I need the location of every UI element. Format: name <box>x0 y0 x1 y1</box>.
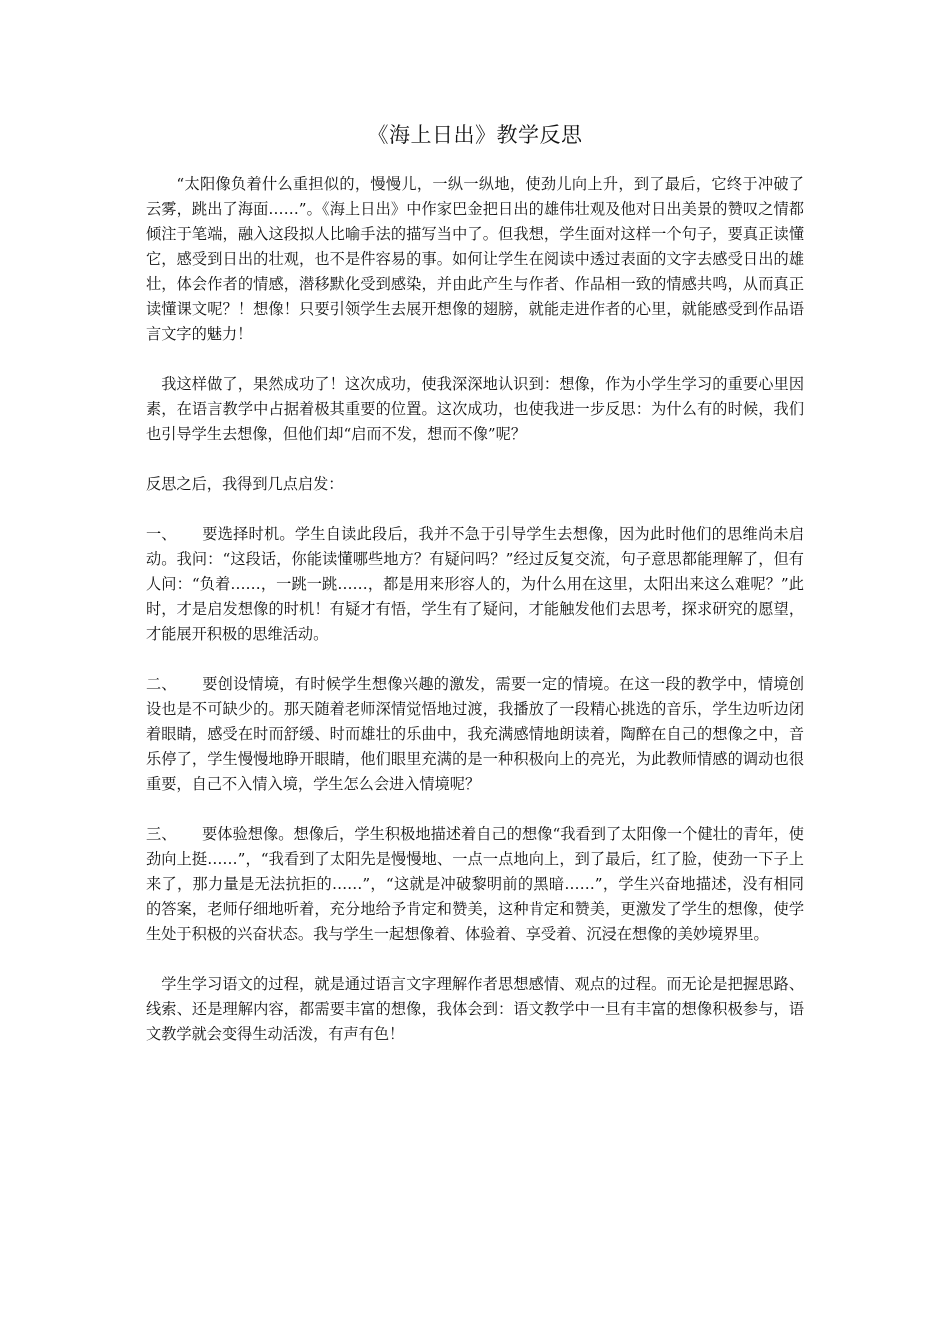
reflection-paragraph: 我这样做了，果然成功了！这次成功，使我深深地认识到：想像，作为小学生学习的重要心里因素，在语言教学中占据着极其重要的位置。这次成功，也使我进一步反思：为什么有的时候，我们也引导学生去想像，但他们却“启而不发，想而不像”呢？ <box>146 375 804 443</box>
point-one-paragraph <box>146 522 804 647</box>
conclusion-paragraph: 学生学习语文的过程，就是通过语言文字理解作者思想感情、观点的过程。而无论是把握思路、线索、还是理解内容，都需要丰富的想像，我体会到：语文教学中一旦有丰富的想像积极参与，语文教学就会变得生动活泼，有声有色！ <box>146 975 804 1043</box>
point-number: 一、 <box>146 525 177 543</box>
point-number: 三、 <box>146 825 177 843</box>
point-number: 二、 <box>146 675 177 693</box>
point-text: 要创设情境，有时候学生想像兴趣的激发，需要一定的情境。在这一段的教学中，情境创设也是不可缺少的。那天随着老师深情觉悟地过渡，我播放了一段精心挑选的音乐，学生边听边闭着眼睛，感受在时而舒缓、时而雄壮的乐曲中，我充满感情地朗读着，陶醉在自己的想像之中，音乐停了，学生慢慢地睁开眼睛，他们眼里充满的是一种积极向上的亮光，为此教师情感的调动也很重要，自己不入情入境，学生怎么会进入情境呢？ <box>146 675 804 793</box>
page-title: 《海上日出》教学反思 <box>367 123 583 147</box>
point-two-paragraph <box>146 672 804 797</box>
point-three-paragraph <box>146 822 804 947</box>
lead-in-paragraph: 反思之后，我得到几点启发： <box>146 475 344 493</box>
point-text: 要选择时机。学生自读此段后，我并不急于引导学生去想像，因为此时他们的思维尚未启动。我问：“这段话，你能读懂哪些地方？有疑问吗？”经过反复交流，句子意思都能理解了，但有人问：“负着……，一跳一跳……，都是用来形容人的，为什么用在这里，太阳出来这么难呢？”此时，才是启发想像的时机！有疑才有悟，学生有了疑问，才能触发他们去思考，探求研究的愿望，才能展开积极的思维活动。 <box>146 525 804 643</box>
point-text: 要体验想像。想像后，学生积极地描述着自己的想像“我看到了太阳像一个健壮的青年，使劲向上挺……”，“我看到了太阳先是慢慢地、一点一点地向上，到了最后，红了脸，使劲一下子上来了，那力量是无法抗拒的……”，“这就是冲破黎明前的黑暗……”，学生兴奋地描述，没有相同的答案，老师仔细地听着，充分地给予肯定和赞美，这种肯定和赞美，更激发了学生的想像，使学生处于积极的兴奋状态。我与学生一起想像着、体验着、享受着、沉浸在想像的美妙境界里。 <box>146 825 804 943</box>
intro-paragraph: “太阳像负着什么重担似的，慢慢儿，一纵一纵地，使劲儿向上升，到了最后，它终于冲破了云雾，跳出了海面……”。《海上日出》中作家巴金把日出的雄伟壮观及他对日出美景的赞叹之情都倾注于笔端，融入这段拟人比喻手法的描写当中了。但我想，学生面对这样一个句子，要真正读懂它，感受到日出的壮观，也不是件容易的事。如何让学生在阅读中透过表面的文字去感受日出的雄壮，体会作者的情感，潜移默化受到感染，并由此产生与作者、作品相一致的情感共鸣，从而真正读懂课文呢？！想像！只要引领学生去展开想像的翅膀，就能走进作者的心里，就能感受到作品语言文字的魅力！ <box>146 175 804 343</box>
